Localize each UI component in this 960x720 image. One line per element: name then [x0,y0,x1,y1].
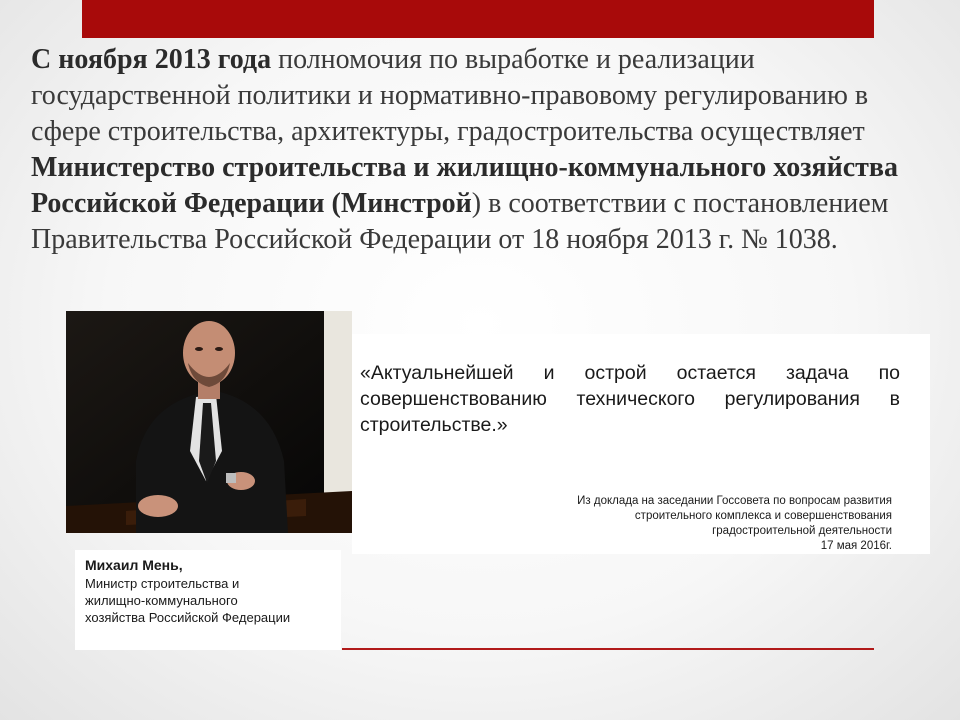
caption-title-line: жилищно-коммунального [85,593,238,608]
caption-name: Михаил Мень, [85,557,183,573]
caption-title-line: хозяйства Российской Федерации [85,610,291,625]
quote-source-line: Из доклада на заседании Госсовета по вопросам развития [577,495,892,507]
caption-title-line: Министр строительства и [85,576,240,591]
bottom-accent-line [342,648,874,650]
top-accent-bar [82,0,874,38]
main-text-part: полномочия по выработке и реализации государственной политики и нормативно-правовому регулированию в сфере строительства, архитектуры, градостроительства осуществляет [31,44,869,147]
quote-source-date: 17 мая 2016г. [820,540,892,552]
quote-text: «Актуальнейшей и острой остается задача по совершенствованию технического регулирования в строительстве.» [360,362,900,436]
main-bold-date: С ноября 2013 года [31,44,272,75]
quote-source [472,494,892,554]
quote-source-line: строительного комплекса и совершенствования [634,510,892,522]
main-bold-ministry: Министерство строительства и жилищно-коммунального хозяйства Российской Федерации (Минстрой [31,152,899,219]
quote-source-line: градостроительной деятельности [712,525,892,537]
minister-photo [66,311,352,533]
photo-caption [75,550,341,650]
main-paragraph [31,42,936,258]
quote-panel [352,334,930,554]
portrait-illustration [66,311,352,533]
main-text-end: ) в соответствии с постановлением Правительства Российской Федерации от 18 ноября 2013 г. № 1038. [31,188,889,255]
